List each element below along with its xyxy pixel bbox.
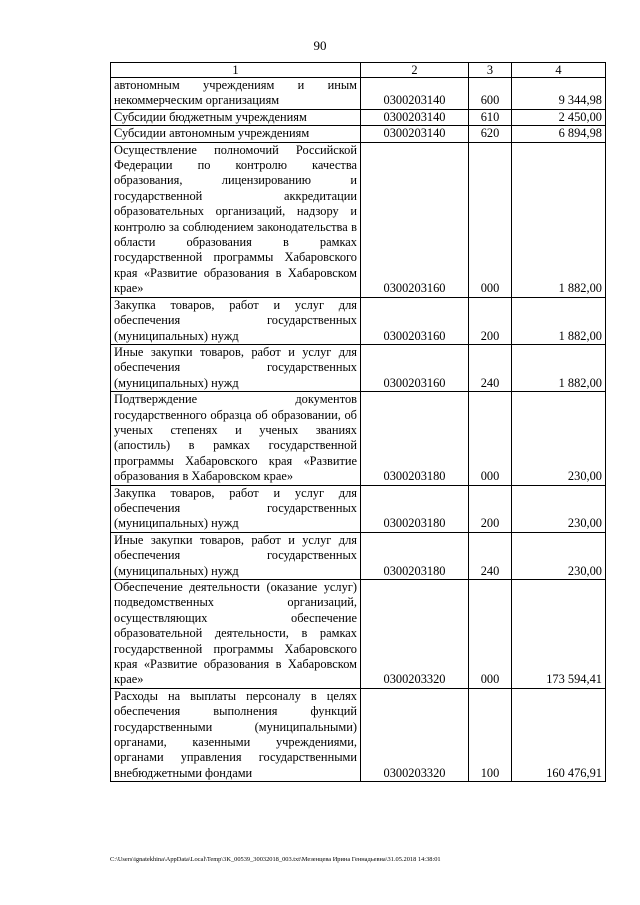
table-row [111,344,606,391]
row-amount: 6 894,98 [512,126,606,142]
header-col-3: 3 [469,63,512,78]
row-name: Расходы на выплаты персоналу в целях обеспечения выполнения функций государственными (муниципальными) органами, казенными учреждениями, органами управления государственными внебюджетными фондами [111,688,361,781]
table-row [111,532,606,579]
row-amount: 1 882,00 [512,142,606,297]
row-code: 0300203140 [361,78,469,110]
row-name: Осуществление полномочий Российской Федерации по контролю качества образования, лицензированию и государственной аккредитации образовательных организаций, надзору и контролю за соблюдением законодательства в области образования в рамках государственной программы Хабаровского края «Развитие образования в Хабаровском крае» [111,142,361,297]
row-name: Иные закупки товаров, работ и услуг для обеспечения государственных (муниципальных) нужд [111,344,361,391]
row-type: 200 [469,485,512,532]
row-code: 0300203140 [361,109,469,125]
table-row [111,392,606,485]
row-code: 0300203180 [361,485,469,532]
row-amount: 9 344,98 [512,78,606,110]
row-type: 100 [469,688,512,781]
row-type: 610 [469,109,512,125]
row-amount: 160 476,91 [512,688,606,781]
budget-table [110,62,606,782]
table-row [111,109,606,125]
row-type: 600 [469,78,512,110]
table-row [111,485,606,532]
row-amount: 230,00 [512,485,606,532]
row-amount: 230,00 [512,532,606,579]
header-col-2: 2 [361,63,469,78]
table-row [111,297,606,344]
row-amount: 173 594,41 [512,580,606,689]
row-type: 240 [469,344,512,391]
row-amount: 2 450,00 [512,109,606,125]
row-code: 0300203160 [361,142,469,297]
table-header-row [111,63,606,78]
row-amount: 1 882,00 [512,297,606,344]
row-amount: 1 882,00 [512,344,606,391]
row-type: 000 [469,142,512,297]
row-code: 0300203320 [361,580,469,689]
row-code: 0300203140 [361,126,469,142]
row-type: 000 [469,392,512,485]
row-name: Субсидии автономным учреждениям [111,126,361,142]
table-row [111,580,606,689]
table-row [111,78,606,110]
row-type: 620 [469,126,512,142]
row-type: 000 [469,580,512,689]
row-name: автономным учреждениям и иным некоммерческим организациям [111,78,361,110]
header-col-4: 4 [512,63,606,78]
table-row [111,688,606,781]
row-amount: 230,00 [512,392,606,485]
row-type: 200 [469,297,512,344]
row-code: 0300203160 [361,344,469,391]
row-type: 240 [469,532,512,579]
page-number: 90 [313,38,327,53]
row-code: 0300203180 [361,532,469,579]
row-code: 0300203180 [361,392,469,485]
row-name: Иные закупки товаров, работ и услуг для обеспечения государственных (муниципальных) нужд [111,532,361,579]
table-row [111,142,606,297]
row-name: Закупка товаров, работ и услуг для обеспечения государственных (муниципальных) нужд [111,485,361,532]
footer-file-path: C:\Users\ignatekhina\AppData\Local\Temp\3K_00539_30032018_003.txt\Мезенцева Ирина Геннадьевна\31.05.2018 14:38:01 [110,856,441,863]
row-name: Обеспечение деятельности (оказание услуг) подведомственных организаций, осуществляющих обеспечение образовательной деятельности, в рамках государственной программы Хабаровского края «Развитие образования в Хабаровском крае» [111,580,361,689]
row-name: Закупка товаров, работ и услуг для обеспечения государственных (муниципальных) нужд [111,297,361,344]
row-code: 0300203160 [361,297,469,344]
row-code: 0300203320 [361,688,469,781]
table-row [111,126,606,142]
row-name: Субсидии бюджетным учреждениям [111,109,361,125]
header-col-1: 1 [111,63,361,78]
row-name: Подтверждение документов государственного образца об образовании, об ученых степенях и ученых званиях (апостиль) в рамках государственной программы Хабаровского края «Развитие образования в Хабаровском крае» [111,392,361,485]
